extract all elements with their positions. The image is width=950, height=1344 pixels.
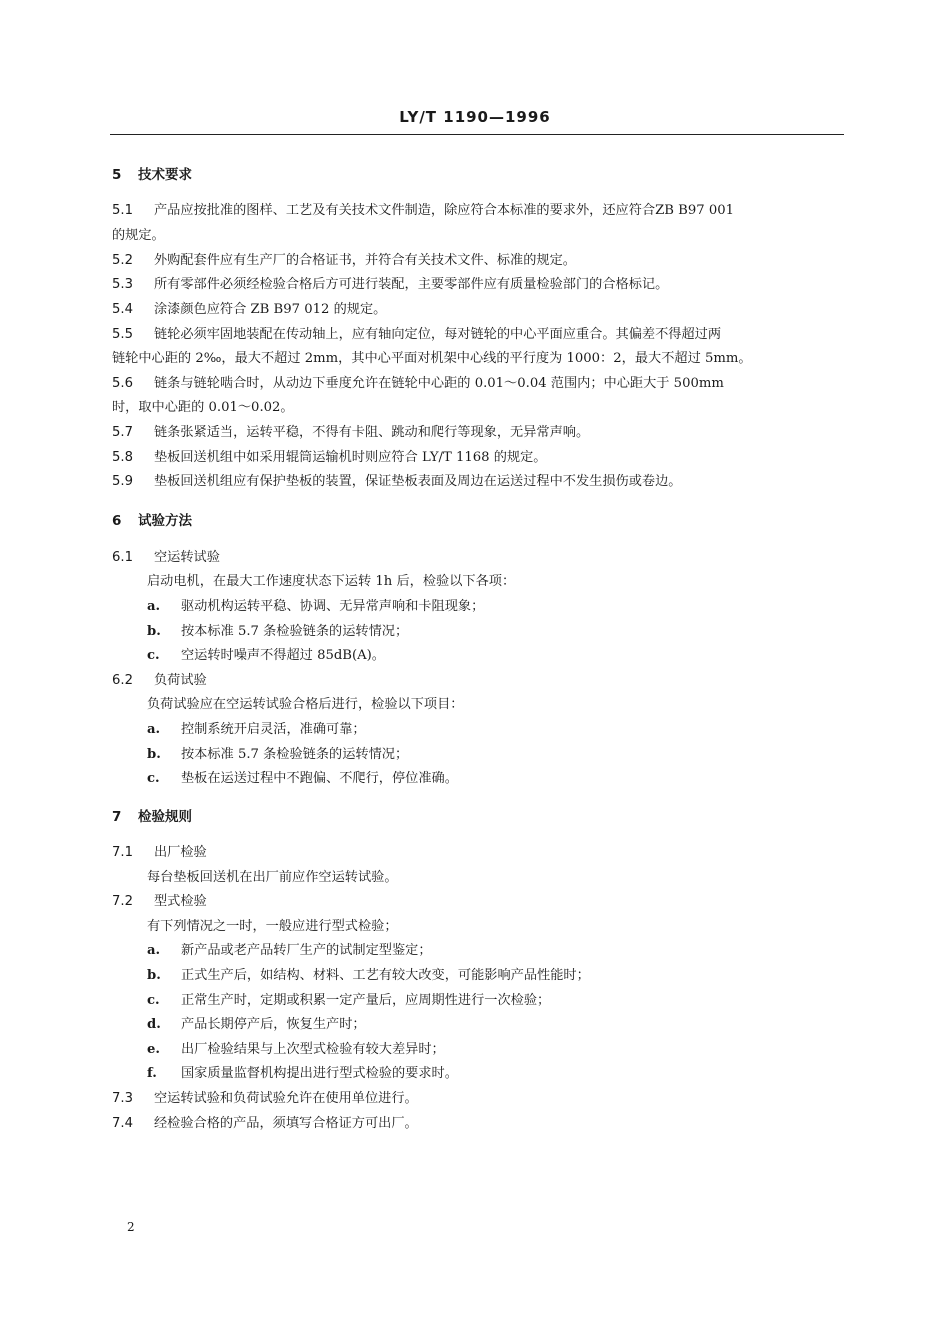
list-item: [147, 597, 484, 617]
clause-number: d.: [147, 1017, 161, 1032]
line-text: 按本标准 5.7 条检验链条的运转情况；: [181, 747, 409, 762]
line-text: 涂漆颜色应符合 ZB B97 012 的规定。: [154, 302, 387, 317]
clause-number: 5: [112, 167, 122, 183]
clause-number: 5.4: [112, 302, 133, 317]
line-text: 空运转试验: [154, 550, 220, 565]
clause-number: a.: [147, 943, 161, 958]
clause-number: 6: [112, 513, 122, 529]
continuation-line: [112, 349, 752, 369]
line-text: 垫板在运送过程中不跑偏、不爬行，停位准确。: [181, 771, 458, 786]
section-heading: [112, 165, 192, 185]
clause-number: 7.4: [112, 1116, 133, 1131]
clause-number: 5.2: [112, 253, 133, 268]
clause-line: [112, 374, 724, 394]
line-text: 的规定。: [112, 228, 165, 243]
clause-number: e.: [147, 1042, 160, 1057]
clause-number: 5.8: [112, 450, 133, 465]
line-text: 空运转时噪声不得超过 85dB(A)。: [181, 648, 385, 663]
clause-number: 5.3: [112, 277, 133, 292]
line-text: 检验规则: [138, 809, 192, 825]
list-item: [147, 941, 432, 961]
line-text: 型式检验: [154, 894, 207, 909]
list-item: [147, 1064, 458, 1084]
line-text: 驱动机构运转平稳、协调、无异常声响和卡阻现象；: [181, 599, 485, 614]
clause-number: 7.2: [112, 894, 133, 909]
list-item: [147, 622, 408, 642]
clause-line: [112, 448, 547, 468]
line-text: 出厂检验结果与上次型式检验有较大差异时；: [181, 1042, 445, 1057]
line-text: 正常生产时，定期或积累一定产量后，应周期性进行一次检验；: [181, 993, 551, 1008]
section-heading: [112, 511, 192, 531]
list-item: [147, 745, 408, 765]
line-text: 产品长期停产后，恢复生产时；: [181, 1017, 366, 1032]
clause-line: [112, 1114, 418, 1134]
clause-line: [112, 1089, 418, 1109]
clause-line: [112, 251, 576, 271]
clause-line: [112, 892, 207, 912]
list-item: [147, 966, 590, 986]
clause-number: 5.6: [112, 376, 133, 391]
line-text: 链轮中心距的 2‰，最大不超过 2mm，其中心平面对机架中心线的平行度为 1000：2，最大不超过 5mm。: [112, 351, 752, 366]
indented-line: [147, 917, 398, 937]
line-text: 链条与链轮啮合时，从动边下垂度允许在链轮中心距的 0.01～0.04 范围内；中心距大于 500mm: [154, 376, 724, 391]
clause-number: f.: [147, 1066, 157, 1081]
clause-line: [112, 300, 386, 320]
clause-number: c.: [147, 993, 160, 1008]
list-item: [147, 646, 385, 666]
line-text: 正式生产后，如结构、材料、工艺有较大改变，可能影响产品性能时；: [181, 968, 590, 983]
line-text: 技术要求: [138, 167, 192, 183]
clause-number: 5.9: [112, 474, 133, 489]
line-text: 按本标准 5.7 条检验链条的运转情况；: [181, 624, 409, 639]
clause-number: 7.3: [112, 1091, 133, 1106]
clause-number: 6.1: [112, 550, 133, 565]
standard-code-header: LY/T 1190—1996: [399, 108, 551, 126]
line-text: 垫板回送机组中如采用辊筒运输机时则应符合 LY/T 1168 的规定。: [154, 450, 547, 465]
continuation-line: [112, 398, 294, 418]
clause-number: c.: [147, 771, 160, 786]
list-item: [147, 1015, 366, 1035]
line-text: 负荷试验应在空运转试验合格后进行，检验以下项目：: [147, 697, 464, 712]
line-text: 出厂检验: [154, 845, 207, 860]
line-text: 启动电机，在最大工作速度状态下运转 1h 后，检验以下各项：: [147, 574, 516, 589]
clause-line: [112, 472, 682, 492]
clause-number: 7.1: [112, 845, 133, 860]
indented-line: [147, 695, 464, 715]
clause-number: b.: [147, 968, 161, 983]
line-text: 有下列情况之一时，一般应进行型式检验；: [147, 919, 398, 934]
line-text: 控制系统开启灵活，准确可靠；: [181, 722, 366, 737]
line-text: 链条张紧适当，运转平稳，不得有卡阻、跳动和爬行等现象，无异常声响。: [154, 425, 590, 440]
list-item: [147, 720, 366, 740]
line-text: 空运转试验和负荷试验允许在使用单位进行。: [154, 1091, 418, 1106]
clause-line: [112, 843, 207, 863]
line-text: 所有零部件必须经检验合格后方可进行装配，主要零部件应有质量检验部门的合格标记。: [154, 277, 669, 292]
clause-line: [112, 201, 734, 221]
clause-number: 5.7: [112, 425, 133, 440]
line-text: 试验方法: [138, 513, 192, 529]
clause-number: b.: [147, 747, 161, 762]
continuation-line: [112, 226, 165, 246]
clause-line: [112, 423, 589, 443]
section-heading: [112, 807, 192, 827]
list-item: [147, 1040, 445, 1060]
line-text: 垫板回送机组应有保护垫板的装置，保证垫板表面及周边在运送过程中不发生损伤或卷边。: [154, 474, 682, 489]
clause-number: b.: [147, 624, 161, 639]
page-number: 2: [127, 1220, 135, 1234]
line-text: 新产品或老产品转厂生产的试制定型鉴定；: [181, 943, 432, 958]
indented-line: [147, 868, 398, 888]
list-item: [147, 769, 458, 789]
clause-number: 5.1: [112, 203, 133, 218]
line-text: 外购配套件应有生产厂的合格证书，并符合有关技术文件、标准的规定。: [154, 253, 576, 268]
line-text: 负荷试验: [154, 673, 207, 688]
list-item: [147, 991, 550, 1011]
clause-line: [112, 548, 220, 568]
clause-number: 5.5: [112, 327, 133, 342]
line-text: 时，取中心距的 0.01～0.02。: [112, 400, 294, 415]
clause-number: 6.2: [112, 673, 133, 688]
indented-line: [147, 572, 515, 592]
line-text: 每台垫板回送机在出厂前应作空运转试验。: [147, 870, 398, 885]
clause-number: a.: [147, 599, 161, 614]
line-text: 链轮必须牢固地装配在传动轴上，应有轴向定位，每对链轮的中心平面应重合。其偏差不得超过两: [154, 327, 722, 342]
line-text: 经检验合格的产品，须填写合格证方可出厂。: [154, 1116, 418, 1131]
clause-line: [112, 275, 668, 295]
header-rule: [110, 134, 844, 135]
line-text: 产品应按批准的图样、工艺及有关技术文件制造，除应符合本标准的要求外，还应符合ZB B97 001: [154, 203, 735, 218]
clause-number: c.: [147, 648, 160, 663]
clause-line: [112, 671, 207, 691]
clause-number: a.: [147, 722, 161, 737]
clause-number: 7: [112, 809, 122, 825]
line-text: 国家质量监督机构提出进行型式检验的要求时。: [181, 1066, 458, 1081]
clause-line: [112, 325, 721, 345]
